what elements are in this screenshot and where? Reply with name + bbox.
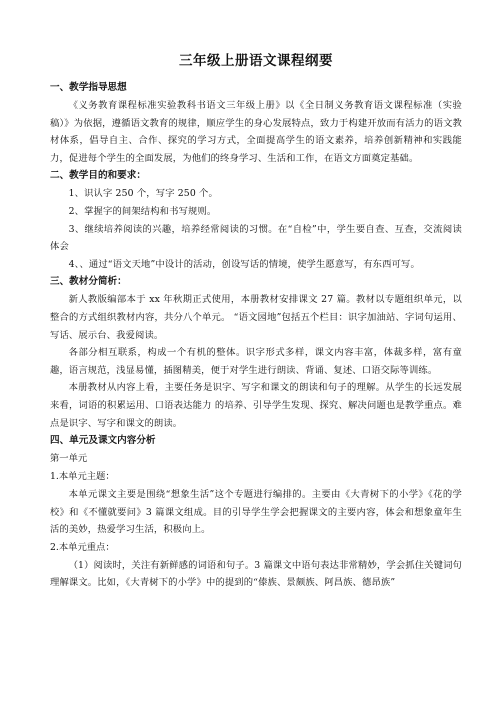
section-heading-1: 一、教学指导思想 xyxy=(50,82,127,93)
section-heading-4: 四、单元及课文内容分析 xyxy=(50,435,156,447)
section-3-paragraph-2: 各部分相互联系，构成一个有机的整体。识字形式多样，课文内容丰富，体裁多样，富有童趣，语言规范，浅显易懂，插图精美，便于对学生进行朗读、背诵、复述、口语交际等训练。 xyxy=(50,347,462,376)
unit-focus-label: 2.本单元重点： xyxy=(50,541,115,553)
section-heading-3: 三、教材分简析： xyxy=(50,276,127,288)
document-page xyxy=(50,52,462,592)
unit-focus-paragraph: （1）阅读时，关注有新鲜感的词语和句子。3 篇课文中语句表达非常精妙，学会抓住关键词句理解课文。比如，《大青树下的小学》中的提到的“傣族、景颇族、阿昌族、德昂族” xyxy=(50,559,462,589)
section-3-paragraph-3: 本册教材从内容上看，主要任务是识字、写字和课文的朗读和句子的理解。从学生的长远发展来看，词语的积累运用、口语表达能力 的培养、引导学生发现、探究、解决问题也是教学重点。难点是识字、写字和课文的朗读。 xyxy=(50,382,462,429)
goal-item-3: 3、继续培养阅读的兴趣，培养经常阅读的习惯。在“自检”中，学生要自查、互查，交流阅读体会 xyxy=(50,223,462,253)
section-3-paragraph-1: 新人教版编部本于 xx 年秋期正式使用，本册教材安排课文 27 篇。教材以专题组织单元，以整合的方式组织教材内容，共分八个单元。 “语文园地”包括五个栏目：识字加油站、字词句运用、写话、展示台、我爱阅读。 xyxy=(50,294,462,341)
unit-theme-label: 1.本单元主题： xyxy=(50,471,115,483)
goal-item-4: 4、、通过“语文天地”中设计的活动，创设写话的情境，使学生愿意写，有东西可写。 xyxy=(68,258,420,270)
goal-item-2: 2、掌握字的间架结构和书写规则。 xyxy=(68,205,217,217)
document-title: 三年级上册语文课程纲要 xyxy=(179,53,333,69)
section-1-paragraph: 《义务教育课程标准实验教科书语文三年级上册》以《全日制义务教育语文课程标准（实验稿）》为依据，遵循语文教育的规律，顺应学生的身心发展特点，致力于构建开放而有活力的语文教材体系，倡导自主、合作、探究的学习方式，全面提高学生的语文素养，培养创新精神和实践能力，促进每个学生的全面发展，为他们的终身学习、生活和工作，在语文方面奠定基础。 xyxy=(50,100,462,164)
unit-theme-paragraph: 本单元课文主要是围绕“想象生活”这个专题进行编排的。主要由《大青树下的小学》《花的学 校》和《不懂就要问》3 篇课文组成。目的引导学生学会把握课文的主要内容，体会和想象童年生活的美妙，热爱学习生活，积极向上。 xyxy=(50,489,462,536)
unit-label: 第一单元 xyxy=(50,453,88,465)
goal-item-1: 1、识认字 250 个，写字 250 个。 xyxy=(68,188,218,200)
section-heading-2: 二、教学目的和要求： xyxy=(50,170,146,182)
